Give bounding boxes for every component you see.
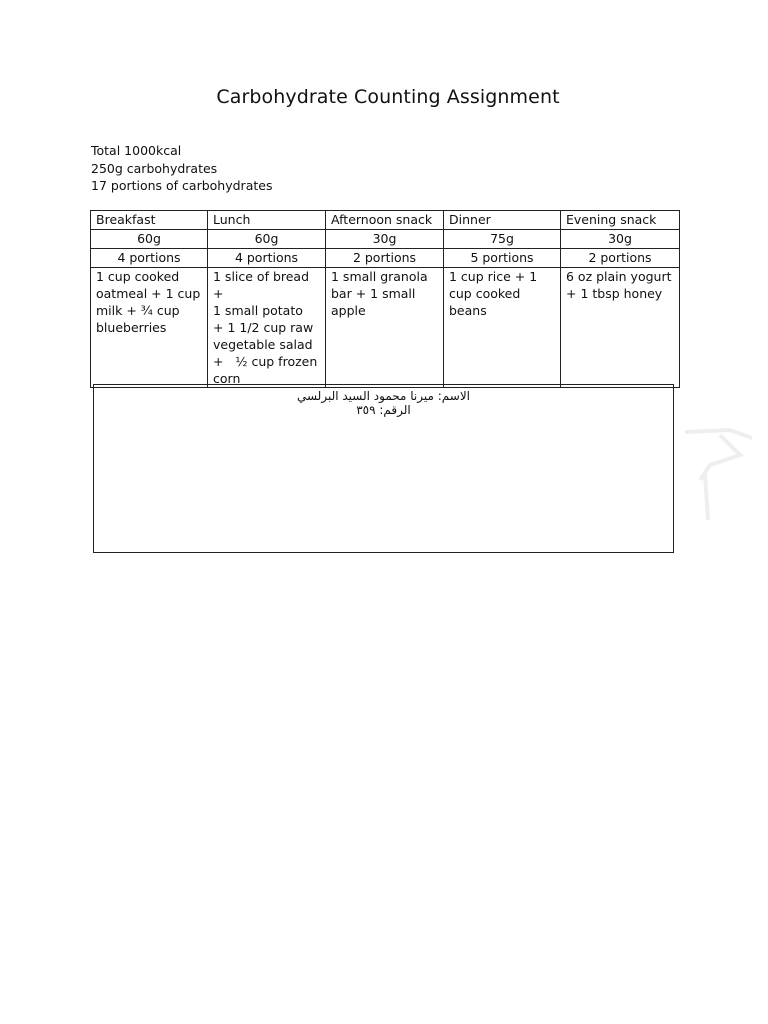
- table-header-row: [91, 211, 680, 230]
- grams-dinner: 75g: [444, 230, 561, 249]
- student-info-box: [93, 384, 674, 553]
- item-line: 1 slice of bread +: [213, 269, 310, 301]
- portions-afternoon-snack: 2 portions: [326, 249, 444, 268]
- item-line: cup cooked: [449, 286, 521, 301]
- faint-mark-graphic: [680, 420, 755, 530]
- grams-lunch: 60g: [208, 230, 326, 249]
- items-afternoon-snack: [326, 268, 444, 388]
- header-afternoon-snack: Afternoon snack: [326, 211, 444, 230]
- item-line: 1 cup rice + 1: [449, 269, 538, 284]
- grams-evening-snack: 30g: [561, 230, 680, 249]
- item-line: + 1 tbsp honey: [566, 286, 663, 301]
- item-line: + 1 1/2 cup raw: [213, 320, 314, 335]
- items-breakfast: [91, 268, 208, 388]
- item-line: 6 oz plain yogurt: [566, 269, 672, 284]
- grams-breakfast: 60g: [91, 230, 208, 249]
- item-line: 1 small granola: [331, 269, 428, 284]
- page-title: Carbohydrate Counting Assignment: [216, 86, 560, 108]
- header-dinner: Dinner: [444, 211, 561, 230]
- item-line: 1 small potato: [213, 303, 303, 318]
- item-line: + ½ cup frozen: [213, 354, 318, 369]
- portions-evening-snack: 2 portions: [561, 249, 680, 268]
- table-row-items: [91, 268, 680, 388]
- item-line: vegetable salad: [213, 337, 313, 352]
- portions-lunch: 4 portions: [208, 249, 326, 268]
- item-line: beans: [449, 303, 487, 318]
- item-line: corn: [213, 371, 241, 386]
- header-breakfast: Breakfast: [91, 211, 208, 230]
- meal-table: [90, 210, 680, 388]
- portions-dinner: 5 portions: [444, 249, 561, 268]
- grams-afternoon-snack: 30g: [326, 230, 444, 249]
- item-line: 1 cup cooked: [96, 269, 180, 284]
- header-evening-snack: Evening snack: [561, 211, 680, 230]
- table-row-portions: [91, 249, 680, 268]
- item-line: milk + ¾ cup: [96, 303, 180, 318]
- summary-line-total: Total 1000kcal: [91, 143, 182, 158]
- summary-line-carbs: 250g carbohydrates: [91, 160, 218, 176]
- summary-block: [91, 142, 272, 195]
- student-number: الرقم: ٣٥٩: [356, 403, 411, 417]
- summary-line-portions: 17 portions of carbohydrates: [91, 178, 273, 193]
- table-row-grams: [91, 230, 680, 249]
- student-name: الاسم: ميرنا محمود السيد البرلسي: [296, 389, 471, 403]
- item-line: blueberries: [96, 320, 167, 335]
- items-evening-snack: [561, 268, 680, 388]
- item-line: apple: [331, 303, 366, 318]
- items-dinner: [444, 268, 561, 388]
- portions-breakfast: 4 portions: [91, 249, 208, 268]
- header-lunch: Lunch: [208, 211, 326, 230]
- item-line: oatmeal + 1 cup: [96, 286, 201, 301]
- items-lunch: [208, 268, 326, 388]
- item-line: bar + 1 small: [331, 286, 416, 301]
